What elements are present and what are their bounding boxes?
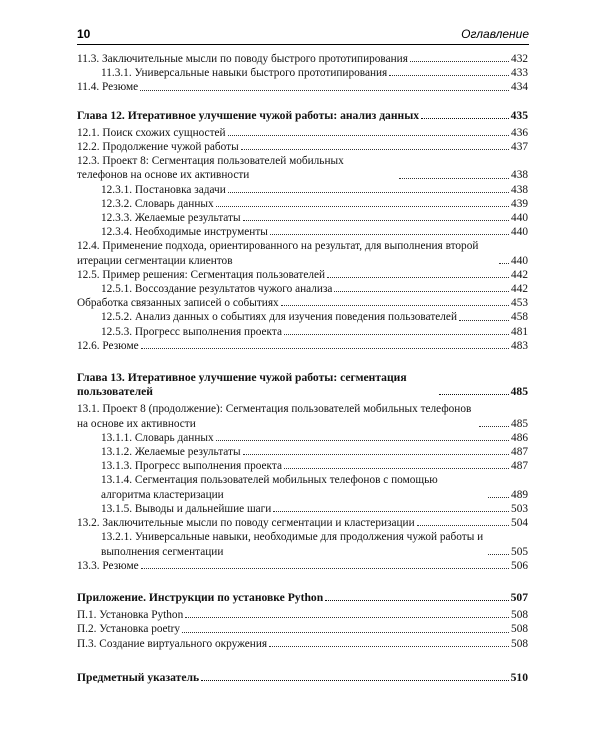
toc-entry-page: 485 [511, 417, 528, 430]
toc-entry [77, 80, 528, 94]
dot-leader [499, 263, 509, 264]
chapter-page: 485 [510, 385, 528, 399]
toc-entry-page: 503 [511, 502, 528, 515]
dot-leader [327, 277, 509, 278]
dot-leader [270, 234, 509, 235]
toc-entry-page: 489 [511, 488, 528, 501]
dot-leader [488, 497, 509, 498]
toc-entry-page: 438 [511, 183, 528, 196]
chapter-page: 435 [510, 108, 528, 122]
toc-entry [77, 140, 528, 154]
toc-entry [77, 473, 528, 501]
toc-entry-title: 11.3.1. Универсальные навыки быстрого прототипирования [101, 67, 388, 80]
toc-entry-title: 13.1.2. Желаемые результаты [101, 446, 241, 459]
dot-leader [228, 192, 509, 193]
toc-entry-title: 12.5. Пример решения: Сегментация пользователей [77, 268, 326, 281]
toc-entry [77, 197, 528, 211]
toc-entry-title: П.2. Установка poetry [77, 623, 181, 636]
toc-entry [77, 325, 528, 339]
toc-entry-page: 504 [511, 517, 528, 530]
dot-leader [281, 305, 509, 306]
toc-entry-title: 11.4. Резюме [77, 81, 139, 94]
chapter-heading [77, 109, 528, 123]
toc-entry-title: 12.3.3. Желаемые результаты [101, 212, 241, 225]
appendix-heading [77, 591, 528, 605]
toc-entry-page: 437 [511, 141, 528, 154]
toc-entry-title: 12.5.2. Анализ данных о событиях для изучения поведения пользователей [101, 311, 457, 324]
toc-entry-page: 453 [511, 297, 528, 310]
toc-entry-title: 12.5.3. Прогресс выполнения проекта [101, 325, 282, 338]
toc-entry-title: 12.3.4. Необходимые инструменты [101, 226, 268, 239]
dot-leader [141, 568, 509, 569]
toc-entry-title: 12.3. Проект 8: Сегментация пользователей мобильных телефонов на основе их активности [77, 155, 344, 182]
toc-entry-page: 434 [511, 81, 528, 94]
toc-entry [77, 402, 528, 430]
dot-leader [241, 149, 509, 150]
chapter-heading [77, 371, 528, 399]
dot-leader [140, 90, 509, 91]
dot-leader [216, 206, 509, 207]
toc-entry-page: 432 [511, 53, 528, 65]
running-section-title: Оглавление [461, 27, 529, 41]
toc-entry-title: 12.3.1. Постановка задачи [101, 183, 226, 196]
dot-leader [410, 61, 509, 62]
toc-entry-page: 440 [511, 254, 528, 267]
appendix-page: 507 [510, 590, 528, 604]
dot-leader [439, 394, 509, 395]
toc-entry-page: 438 [511, 169, 528, 182]
toc-entry [77, 66, 528, 80]
index-page: 510 [510, 670, 528, 684]
toc-entry-page: 508 [511, 623, 528, 636]
toc-entry-page: 487 [511, 460, 528, 473]
toc-entry-page: 508 [511, 609, 528, 622]
dot-leader [459, 320, 509, 321]
toc-entry-title: 12.1. Поиск схожих сущностей [77, 126, 226, 139]
dot-leader [421, 118, 509, 119]
toc-entry-page: 483 [511, 339, 528, 352]
toc-entry-page: 436 [511, 126, 528, 139]
dot-leader [399, 178, 509, 179]
toc-entry [77, 154, 528, 182]
dot-leader [269, 646, 509, 647]
toc-entry-title: 12.3.2. Словарь данных [101, 197, 214, 210]
toc-entry-title: 13.3. Резюме [77, 559, 139, 572]
toc-entry-title: П.3. Создание виртуального окружения [77, 637, 268, 650]
dot-leader [334, 291, 509, 292]
dot-leader [141, 348, 509, 349]
toc-entry-title: 13.2.1. Универсальные навыки, необходимые для продолжения чужой работы и выполнения сегментации [101, 531, 484, 558]
dot-leader [185, 617, 509, 618]
toc-entry-page: 505 [511, 545, 528, 558]
toc-entry [77, 431, 528, 445]
dot-leader [284, 334, 509, 335]
toc-entry [77, 559, 528, 573]
toc-entry-page: 487 [511, 446, 528, 459]
toc-entry [77, 183, 528, 197]
dot-leader [243, 454, 509, 455]
dot-leader [325, 600, 508, 601]
toc-entry-title: 12.6. Резюме [77, 339, 139, 352]
dot-leader [273, 511, 509, 512]
dot-leader [182, 632, 509, 633]
toc-entry-title: 13.1.5. Выводы и дальнейшие шаги [101, 502, 272, 515]
toc-entry-title: 13.1. Проект 8 (продолжение): Сегментация пользователей мобильных телефонов на основе их активности [77, 403, 472, 430]
toc-entry [77, 52, 528, 66]
toc-entry [77, 445, 528, 459]
toc-entry [77, 459, 528, 473]
dot-leader [284, 468, 509, 469]
toc-entry [77, 310, 528, 324]
dot-leader [488, 554, 509, 555]
toc-entry-page: 442 [511, 268, 528, 281]
dot-leader [228, 135, 509, 136]
toc-entry [77, 608, 528, 622]
dot-leader [216, 440, 509, 441]
toc-entry-title: П.1. Установка Python [77, 609, 184, 622]
toc-entry-page: 440 [511, 212, 528, 225]
dot-leader [389, 75, 509, 76]
toc-entry-title: 13.1.1. Словарь данных [101, 431, 214, 444]
toc-entry-page: 508 [511, 637, 528, 650]
chapter-title: Глава 12. Итеративное улучшение чужой работы: анализ данных [77, 108, 420, 122]
toc-entry [77, 516, 528, 530]
toc-entry-title: 12.2. Продолжение чужой работы [77, 141, 239, 154]
appendix-title: Приложение. Инструкции по установке Python [77, 590, 324, 604]
toc-entry [77, 296, 528, 310]
toc-entry [77, 502, 528, 516]
toc-entry [77, 268, 528, 282]
dot-leader [479, 426, 509, 427]
toc-entry-page: 442 [511, 283, 528, 296]
toc-entry-title: 13.1.4. Сегментация пользователей мобильных телефонов с помощью алгоритма кластеризации [101, 474, 438, 501]
toc-entry-page: 481 [511, 325, 528, 338]
toc-entry [77, 225, 528, 239]
index-title: Предметный указатель [77, 670, 200, 684]
index-heading [77, 671, 528, 685]
toc-entry [77, 126, 528, 140]
chapter-title: Глава 13. Итеративное улучшение чужой работы: сегментация пользователей [77, 371, 407, 399]
toc-entry-page: 458 [511, 311, 528, 324]
page-number: 10 [77, 27, 91, 41]
toc-entry [77, 530, 528, 558]
toc-entry-page: 433 [511, 67, 528, 80]
toc-entry-title: 11.3. Заключительные мысли по поводу быстрого прототипирования [77, 53, 408, 65]
toc-entry-title: 13.2. Заключительные мысли по поводу сегментации и кластеризации [77, 517, 415, 530]
dot-leader [243, 220, 509, 221]
toc-entry [77, 339, 528, 353]
toc-entry [77, 239, 528, 267]
dot-leader [201, 680, 509, 681]
toc-entry-title: 12.5.1. Воссоздание результатов чужого анализа [101, 283, 333, 296]
toc-entry-page: 486 [511, 431, 528, 444]
toc-entry [77, 622, 528, 636]
toc-entry-title: 13.1.3. Прогресс выполнения проекта [101, 460, 282, 473]
toc-entry-page: 439 [511, 197, 528, 210]
toc-entry-page: 506 [511, 559, 528, 572]
toc-entry-title: Обработка связанных записей о событиях [77, 297, 279, 310]
toc-entry [77, 637, 528, 651]
dot-leader [417, 525, 509, 526]
toc-entry-page: 440 [511, 226, 528, 239]
toc-entry-title: 12.4. Применение подхода, ориентированного на результат, для выполнения второй итерации сегментации клиентов [77, 240, 479, 267]
toc-entry [77, 211, 528, 225]
running-header [77, 26, 529, 45]
table-of-contents [77, 52, 528, 688]
toc-entry [77, 282, 528, 296]
